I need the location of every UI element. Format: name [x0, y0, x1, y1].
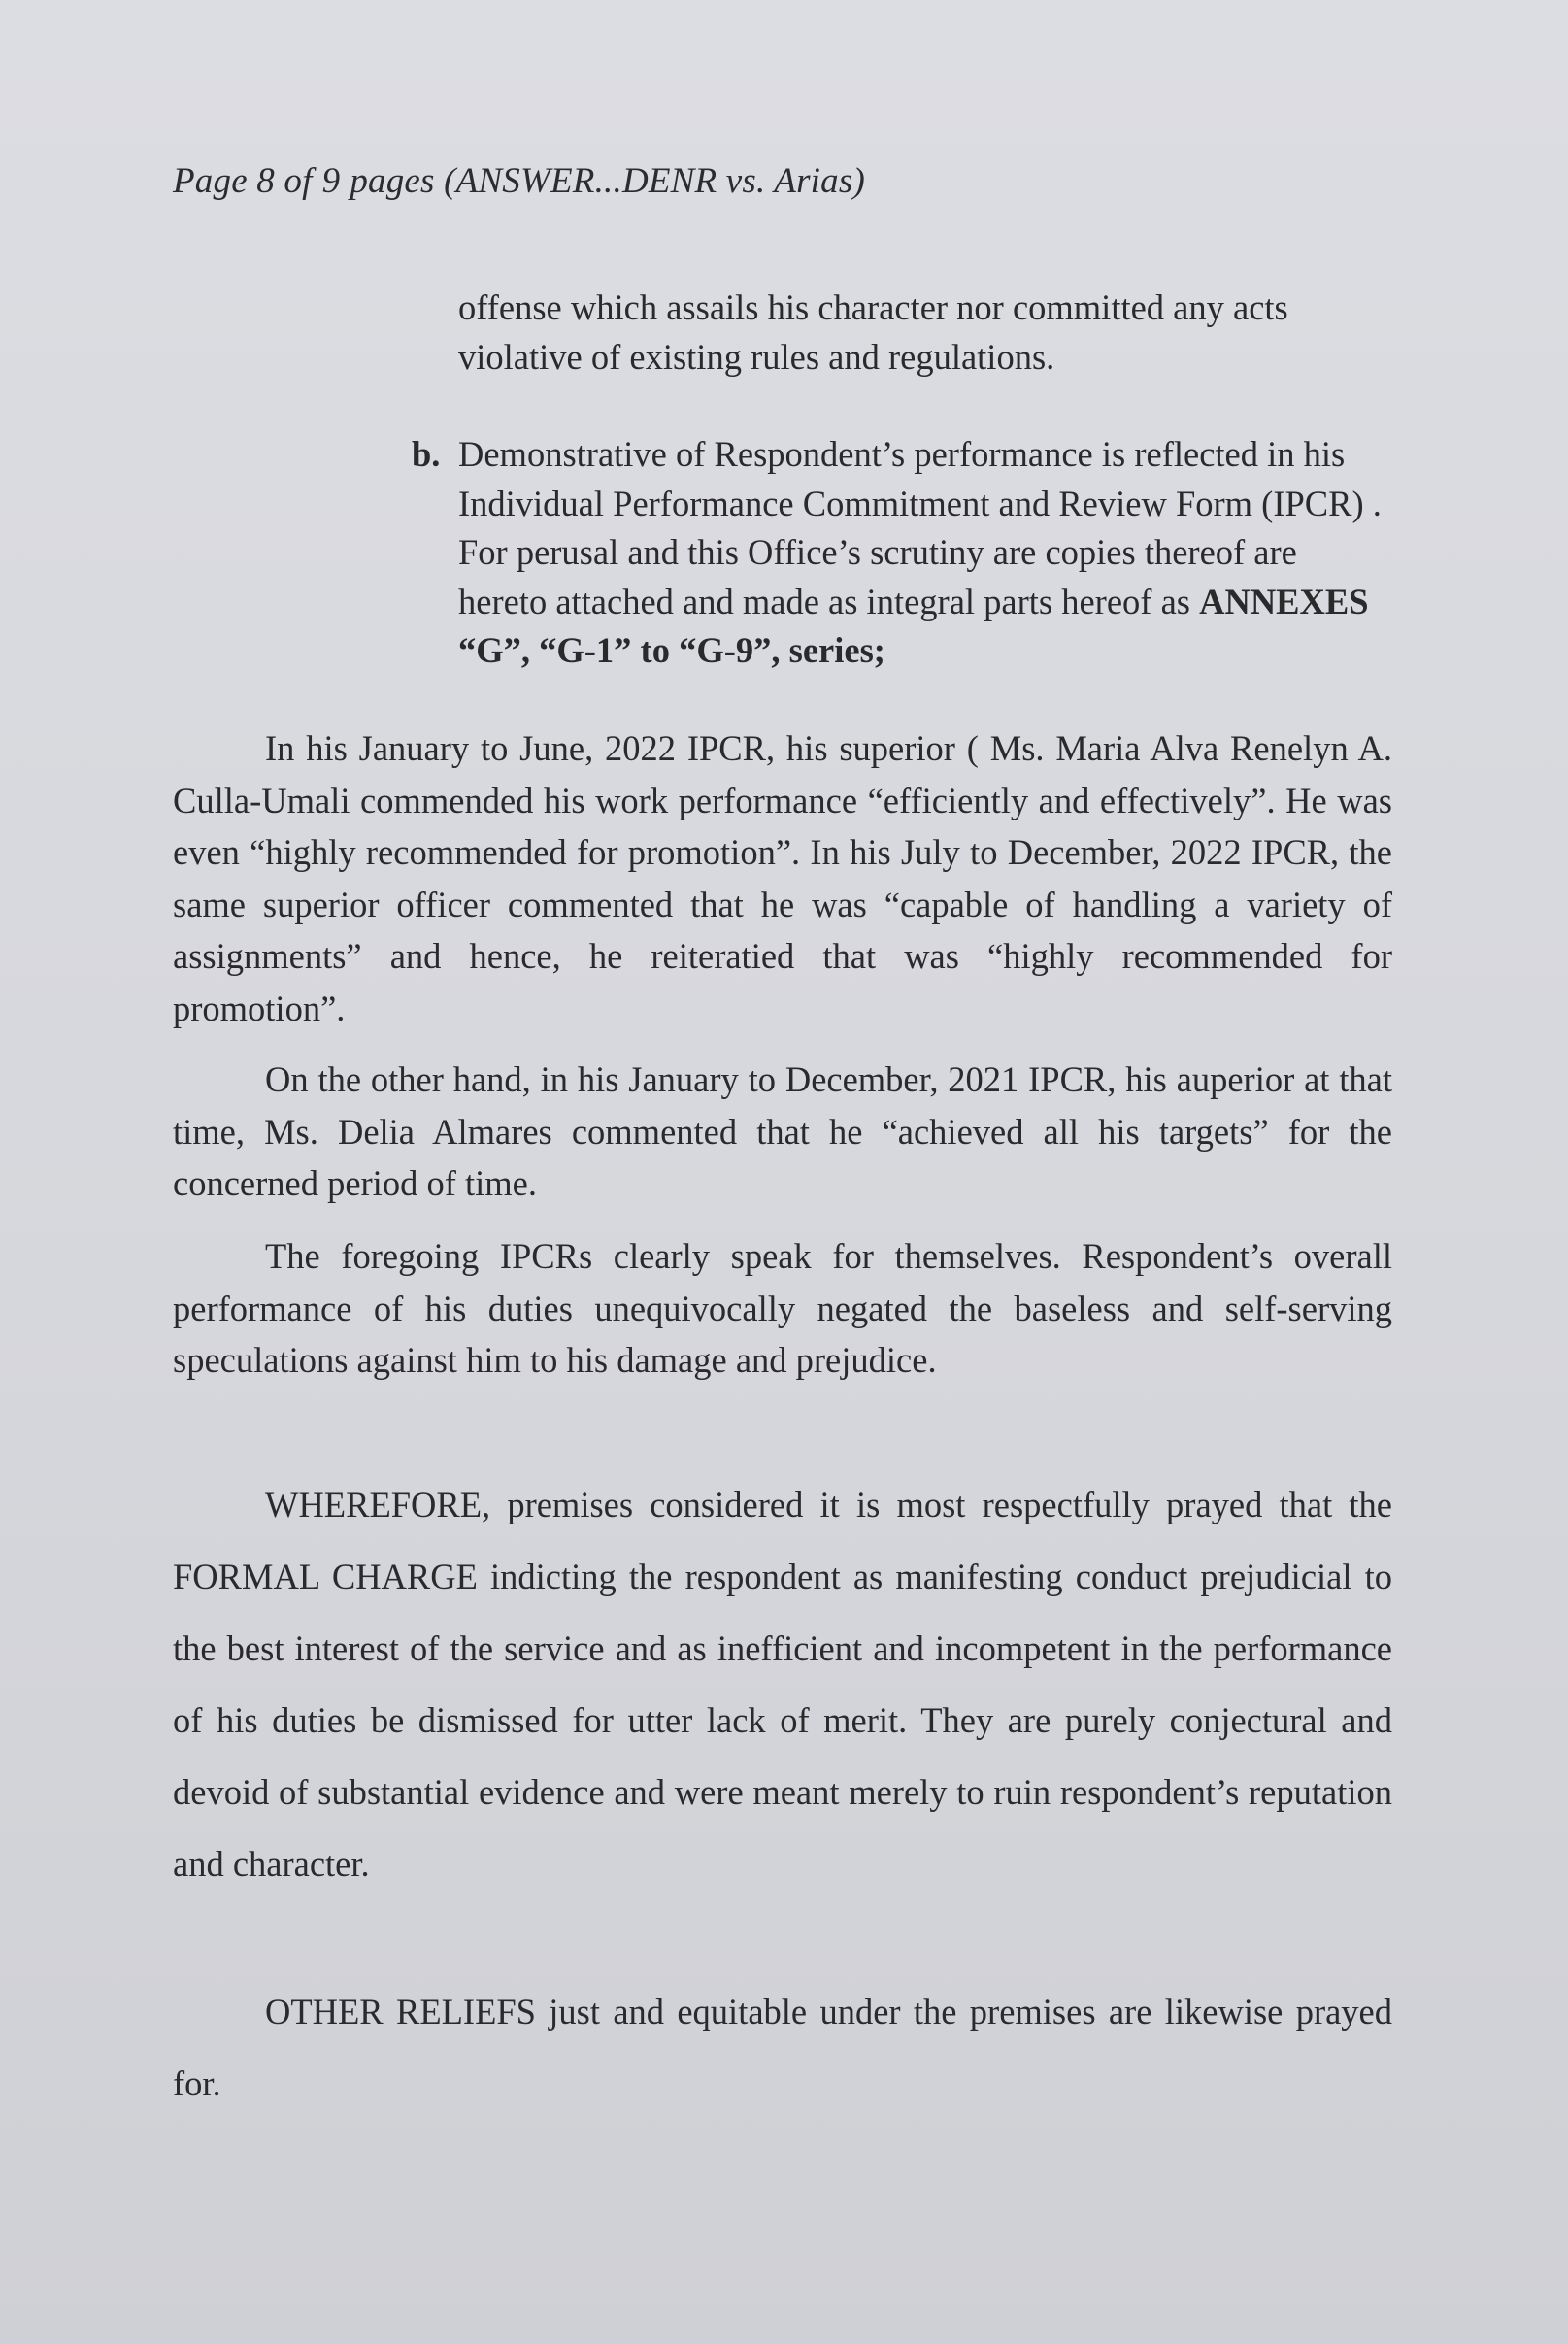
- paragraph-text: OTHER RELIEFS just and equitable under the premises are likewise prayed for.: [173, 1992, 1392, 2103]
- page-header: [173, 160, 865, 202]
- page-header-suffix: pages (ANSWER...DENR vs. Arias): [350, 161, 865, 201]
- page-header-total: 9: [321, 161, 341, 201]
- annex-reference: ANNEXES “G”, “G-1” to “G-9”, series;: [458, 581, 1369, 670]
- list-item-b-text: Demonstrative of Respondent’s performance is reflected in his Individual Performance Commitment and Review Form (IPCR) . For perusal and this Office’s scrutiny are copies thereof are hereto attached and made as integral parts hereof as: [458, 434, 1382, 621]
- paragraph-text: WHEREFORE, premises considered it is most respectfully prayed that the FORMAL CHARGE indicting the respondent as manifesting conduct prejudicial to the best interest of the service and as inefficient and incompetent in the performance of his duties be dismissed for utter lack of merit. They are purely conjectural and devoid of substantial evidence and were meant merely to ruin respondent’s reputation and character.: [173, 1485, 1392, 1884]
- paragraph-ipcr-2022: [173, 722, 1392, 1034]
- paragraph-text: On the other hand, in his January to December, 2021 IPCR, his auperior at that time, Ms. Delia Almares commented that he “achieved all his targets” for the concerned period of time.: [173, 1059, 1392, 1203]
- paragraph-text: The foregoing IPCRs clearly speak for themselves. Respondent’s overall performance of his duties unequivocally negated the baseless and self-serving speculations against him to his damage and prejudice.: [173, 1236, 1392, 1380]
- list-item-marker: b.: [412, 434, 441, 474]
- other-reliefs-clause: [173, 1976, 1392, 2120]
- paragraph-text: In his January to June, 2022 IPCR, his superior ( Ms. Maria Alva Renelyn A. Culla-Umali commended his work performance “efficiently and effectively”. He was even “highly recommended for promotion”. In his July to December, 2022 IPCR, the same superior officer commented that he was “capable of handling a variety of assignments” and hence, he reiteratied that was “highly recommended for promotion”.: [173, 728, 1392, 1028]
- continuation-paragraph: [458, 284, 1390, 382]
- paragraph-ipcr-2021: [173, 1054, 1392, 1210]
- wherefore-clause: [173, 1469, 1392, 1900]
- page-header-prefix: Page 8 of: [173, 161, 313, 201]
- continuation-text: offense which assails his character nor committed any acts violative of existing rules and regulations.: [458, 287, 1288, 377]
- list-item-b: [412, 430, 1390, 676]
- paragraph-conclusion: [173, 1230, 1392, 1387]
